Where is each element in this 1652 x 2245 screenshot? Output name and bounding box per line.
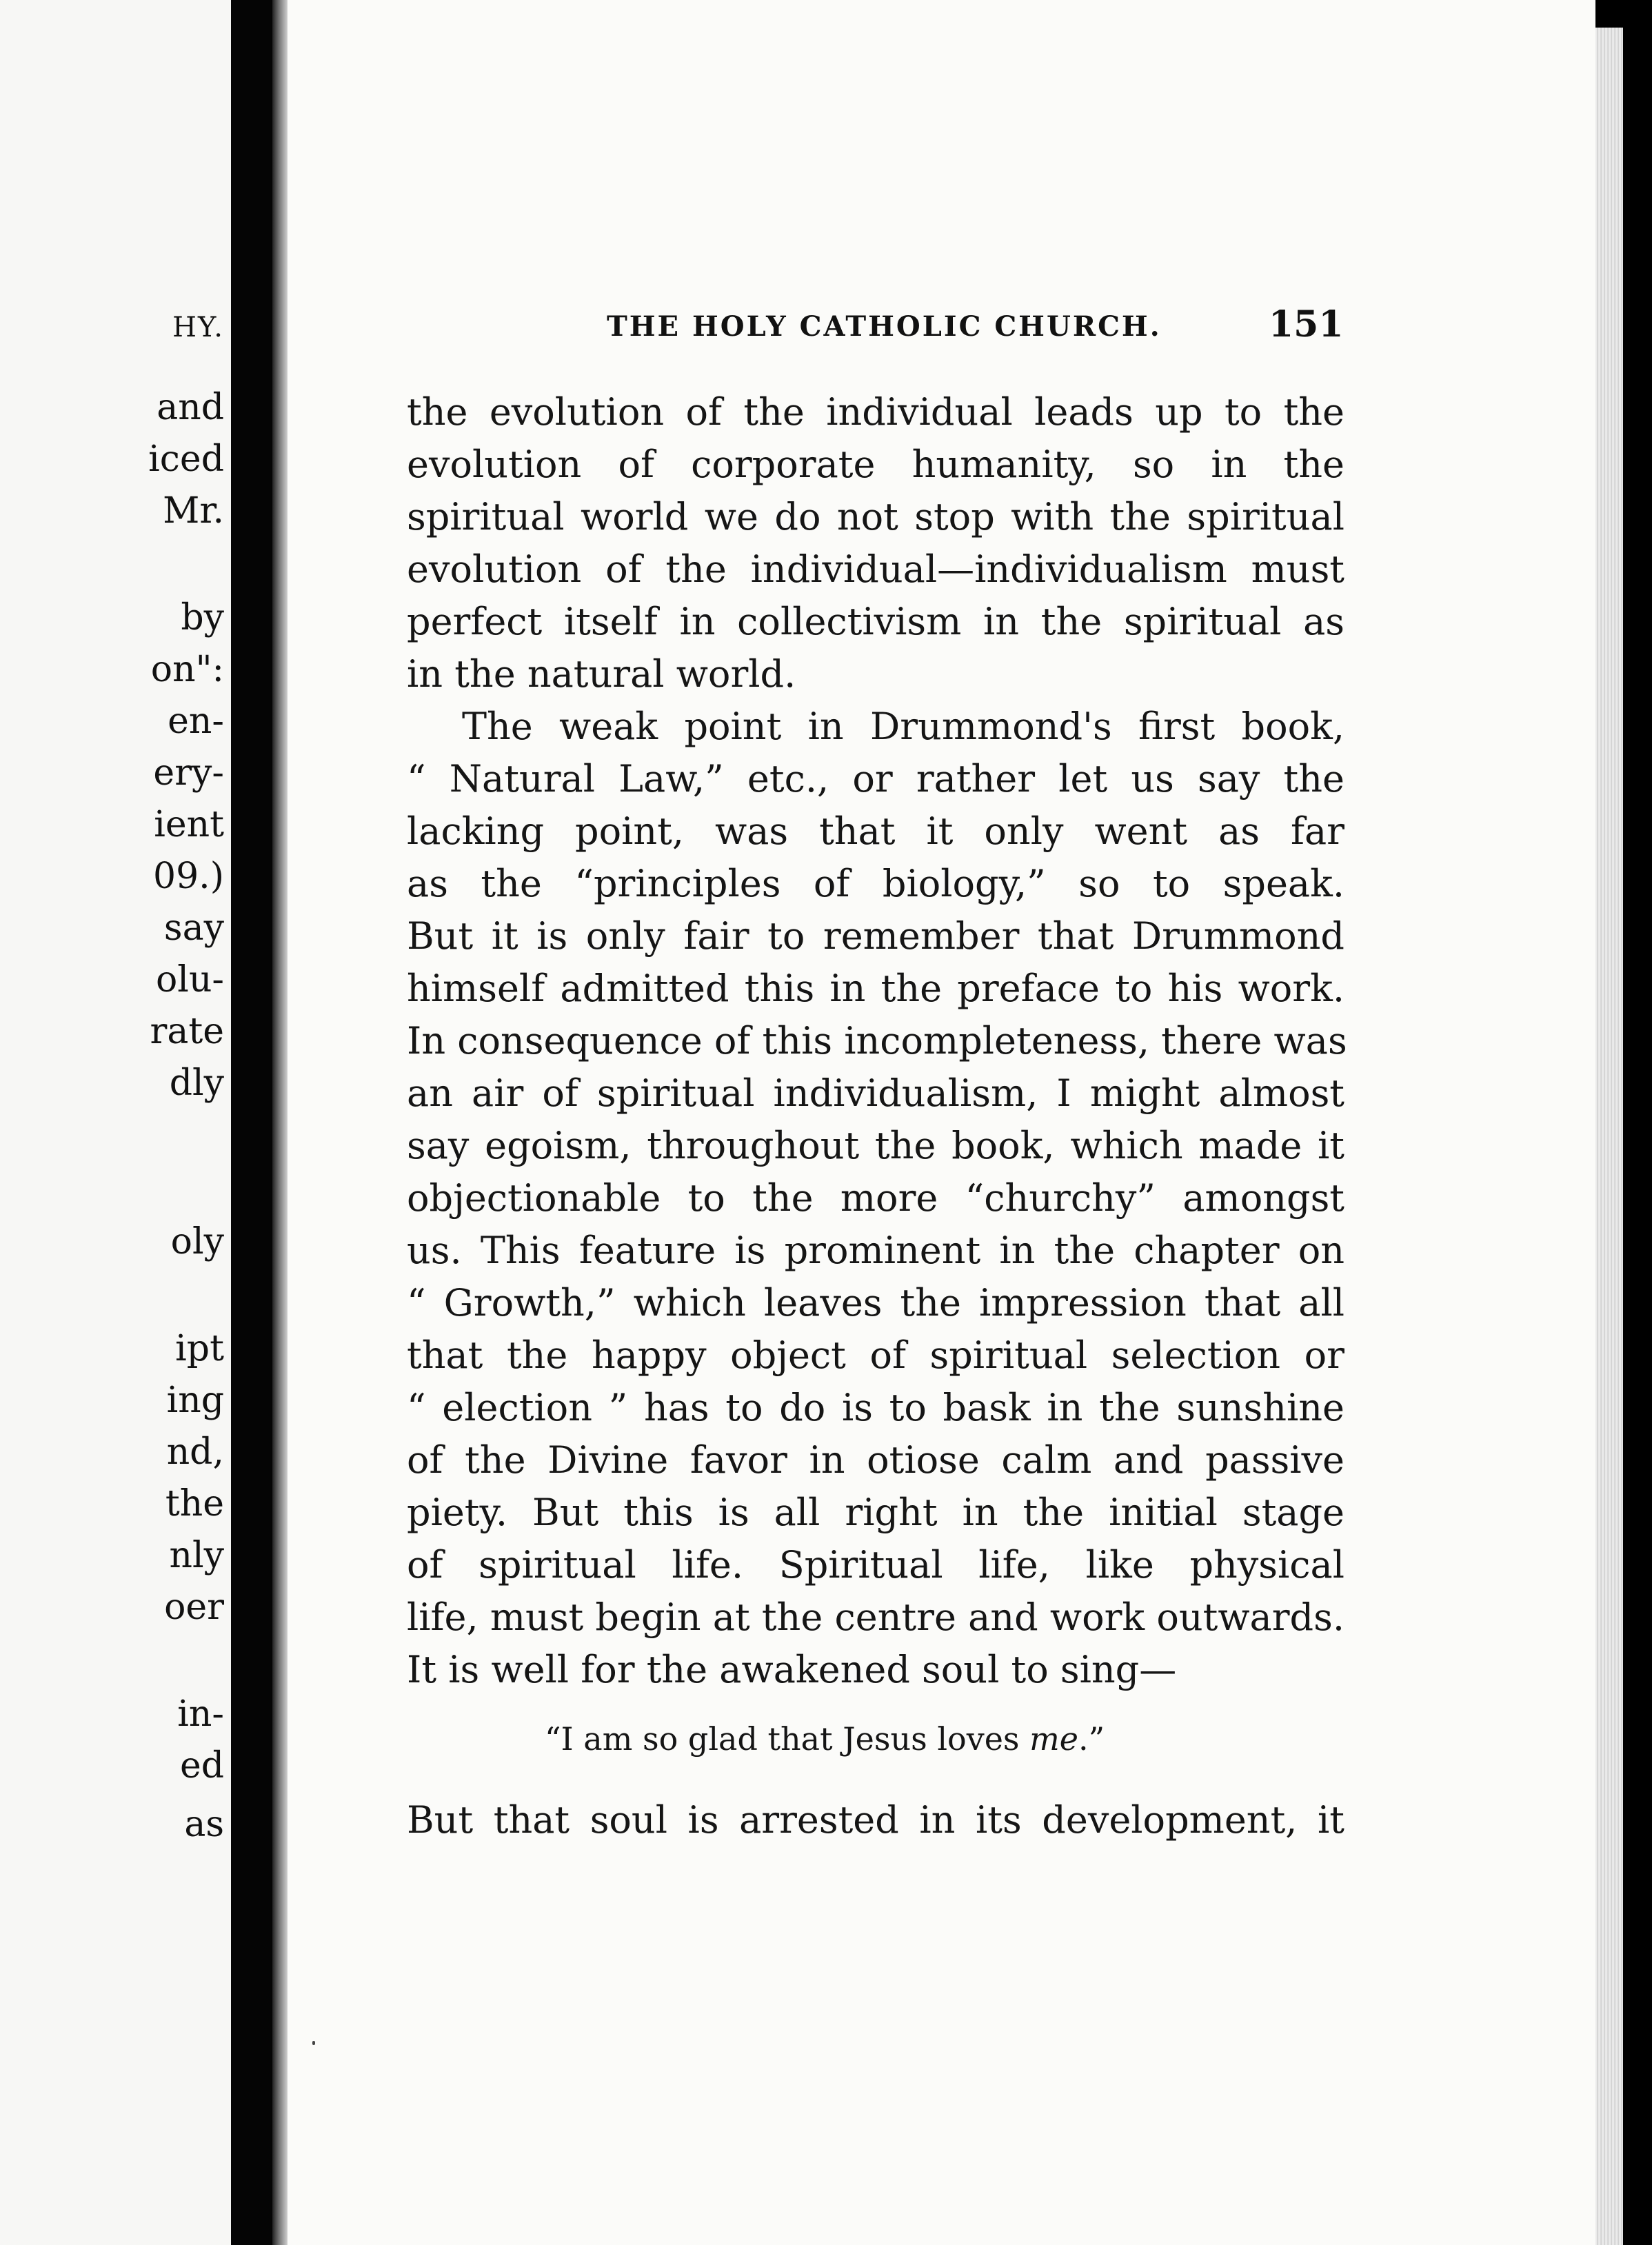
left-page-line-fragment: olu-: [156, 959, 224, 1000]
text-line: perfect itself in collectivism in the spiritual as: [407, 600, 1344, 643]
left-page-line-fragment: and: [157, 387, 224, 428]
text-line: It is well for the awakened soul to sing—: [407, 1648, 1177, 1691]
left-page-line-fragment: dly: [169, 1063, 224, 1104]
left-page-line-fragment: ed: [179, 1745, 224, 1786]
text-line: of the Divine favor in otiose calm and passive: [407, 1438, 1344, 1482]
left-page-line-fragment: the: [165, 1483, 224, 1524]
text-line: spiritual world we do not stop with the spiritual: [407, 495, 1344, 538]
left-page-line-fragment: by: [181, 597, 224, 638]
text-line: that the happy object of spiritual selection or: [407, 1333, 1344, 1377]
left-page-running-head-fragment: HY.: [172, 312, 224, 343]
left-page-line-fragment: ient: [154, 804, 224, 845]
left-page-line-fragment: rate: [150, 1011, 224, 1052]
text-line: of spiritual life. Spiritual life, like physical: [407, 1543, 1344, 1587]
text-line: piety. But this is all right in the initial stage: [407, 1491, 1344, 1534]
hymn-quotation: [407, 1711, 1344, 1766]
hymn-quotation-close: .”: [1078, 1720, 1105, 1758]
left-page-line-fragment: ery-: [153, 752, 224, 794]
text-line: But it is only fair to remember that Drummond: [407, 914, 1344, 958]
left-page-line-fragment: en-: [168, 701, 224, 742]
left-page-line-fragment: Mr.: [163, 490, 224, 532]
text-line: In consequence of this incompleteness, there was: [407, 1019, 1347, 1063]
text-line: the evolution of the individual leads up to the: [407, 390, 1344, 434]
left-page-line-fragment: ipt: [175, 1328, 224, 1369]
book-gutter-shadow: [231, 0, 272, 2245]
left-page-line-fragment: oly: [170, 1221, 224, 1262]
left-page-line-fragment: iced: [148, 439, 224, 480]
left-facing-page: [0, 0, 231, 2245]
text-line: lacking point, was that it only went as far: [407, 809, 1344, 853]
text-line: as the “principles of biology,” so to speak.: [407, 862, 1344, 905]
left-page-line-fragment: nly: [169, 1535, 224, 1576]
text-line: us. This feature is prominent in the chapter on: [407, 1229, 1344, 1272]
text-line: an air of spiritual individualism, I might almost: [407, 1071, 1344, 1115]
body-text: [407, 386, 1347, 1846]
left-page-line-fragment: 09.): [153, 856, 224, 897]
hymn-quotation-text: “I am so glad that Jesus loves: [545, 1720, 1030, 1758]
page-edges: [1595, 28, 1623, 2245]
running-head: THE HOLY CATHOLIC CHURCH.: [607, 310, 1162, 343]
left-page-line-fragment: say: [163, 907, 224, 949]
text-line: But that soul is arrested in its development, it: [407, 1798, 1344, 1842]
hymn-quotation-emphasis: me: [1029, 1720, 1079, 1758]
page-number: 151: [1269, 303, 1344, 345]
text-line: “ election ” has to do is to bask in the sunshine: [407, 1386, 1344, 1429]
paper-speck: [312, 2041, 315, 2045]
text-line: in the natural world.: [407, 652, 796, 696]
text-line: say egoism, throughout the book, which made it: [407, 1124, 1344, 1167]
left-page-line-fragment: nd,: [166, 1431, 224, 1473]
book-gutter-fade: [272, 0, 288, 2245]
text-line: evolution of the individual—individualism must: [407, 547, 1344, 591]
left-page-line-fragment: as: [184, 1804, 224, 1845]
text-line: evolution of corporate humanity, so in the: [407, 443, 1344, 486]
left-page-line-fragment: in-: [177, 1693, 224, 1735]
text-line-paragraph-start: The weak point in Drummond's first book,: [462, 705, 1344, 748]
left-page-line-fragment: oer: [164, 1587, 224, 1628]
text-line: objectionable to the more “churchy” amongst: [407, 1176, 1344, 1220]
text-line: himself admitted this in the preface to his work.: [407, 967, 1344, 1010]
text-line: life, must begin at the centre and work outwards.: [407, 1595, 1344, 1639]
left-page-line-fragment: on":: [150, 649, 224, 690]
text-line: “ Natural Law,” etc., or rather let us say the: [407, 757, 1344, 801]
text-line: “ Growth,” which leaves the impression that all: [407, 1281, 1344, 1325]
left-page-line-fragment: ing: [166, 1380, 224, 1421]
